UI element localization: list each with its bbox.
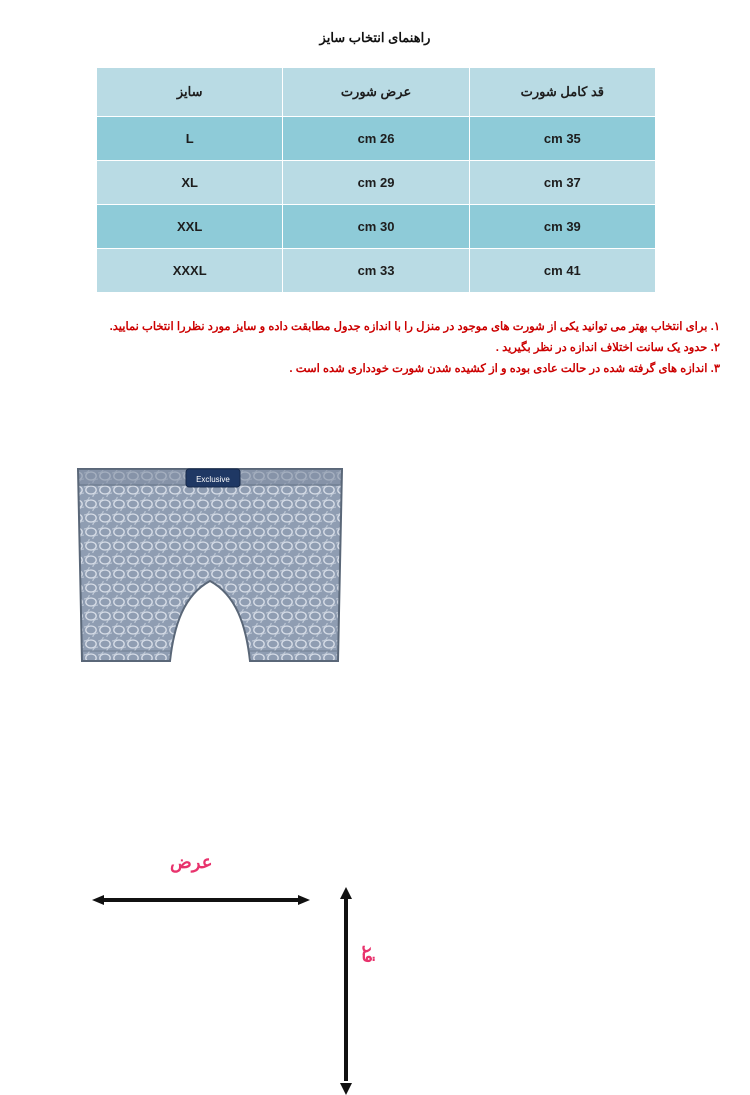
page-title: راهنمای انتخاب سایز [319,30,431,45]
cell-width: 29 cm [283,161,469,205]
column-header-size: سایز [97,68,283,117]
cell-size: XL [97,161,283,205]
table-row [97,249,656,293]
column-header-full-length: قد کامل شورت [469,68,655,117]
measurement-figure [0,425,750,964]
column-header-width: عرض شورت [283,68,469,117]
cell-width: 30 cm [283,205,469,249]
cell-size: L [97,117,283,161]
cell-width: 26 cm [283,117,469,161]
size-guide-notes [30,318,720,381]
cell-full-length: 39 cm [469,205,655,249]
size-guide-table [96,67,656,293]
cell-width: 33 cm [283,249,469,293]
height-arrow-icon [340,887,352,1095]
height-label: قد [359,945,379,964]
table-row [97,161,656,205]
note-item: ۲. حدود یک سانت اختلاف اندازه در نظر بگیرید . [495,341,720,354]
width-label: عرض [170,852,213,872]
cell-full-length: 37 cm [469,161,655,205]
svg-text:Exclusive: Exclusive [196,475,230,484]
table-row [97,117,656,161]
width-arrow-icon [92,895,310,905]
cell-full-length: 35 cm [469,117,655,161]
note-item: ۳. اندازه های گرفته شده در حالت عادی بوده و از کشیده شدن شورت خودداری شده است . [289,362,720,375]
cell-full-length: 41 cm [469,249,655,293]
table-header-row [97,68,656,117]
boxer-shorts-illustration [70,455,350,695]
table-row [97,205,656,249]
note-item: ۱. برای انتخاب بهتر می توانید یکی از شورت های موجود در منزل را با اندازه جدول مطابقت داده و سایز مورد نظررا انتخاب نمایید. [109,321,720,333]
cell-size: XXL [97,205,283,249]
cell-size: XXXL [97,249,283,293]
